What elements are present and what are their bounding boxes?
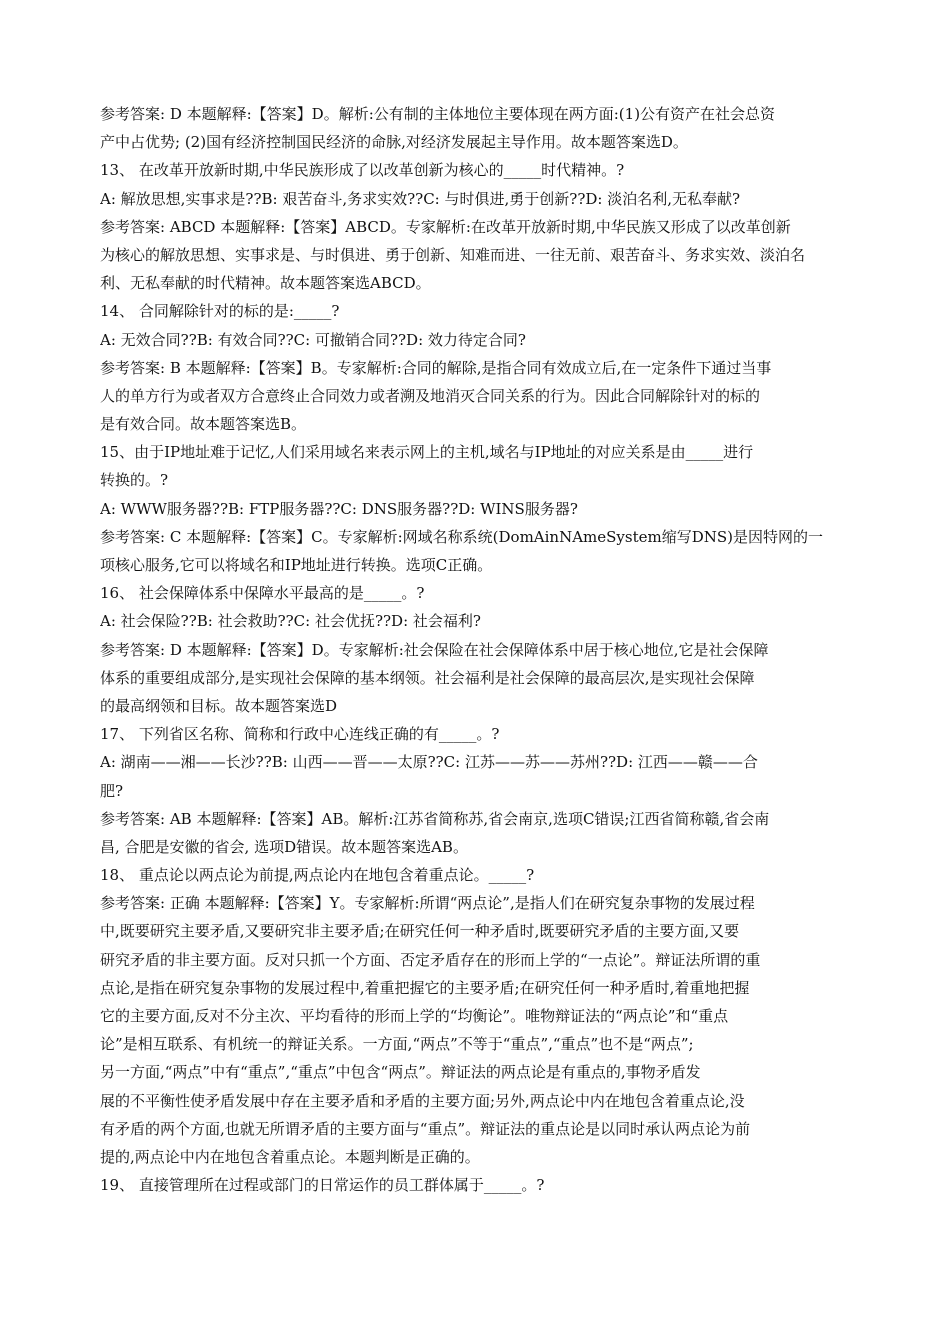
text-line: 体系的重要组成部分,是实现社会保障的基本纲领。社会福利是社会保障的最高层次,是实现社会保障	[100, 668, 755, 687]
question-19: 19、 直接管理所在过程或部门的日常运作的员工群体属于_____。?	[100, 1176, 545, 1195]
question-13: 13、 在改革开放新时期,中华民族形成了以改革创新为核心的_____时代精神。?	[100, 161, 625, 180]
question-17: 17、 下列省区名称、简称和行政中心连线正确的有_____。?	[100, 725, 500, 744]
text-line: 项核心服务,它可以将域名和IP地址进行转换。选项C正确。	[100, 556, 493, 574]
text-line: 是有效合同。故本题答案选B。	[100, 415, 307, 434]
text-line: 肥?	[100, 781, 124, 800]
text-line: 中,既要研究主要矛盾,又要研究非主要矛盾;在研究任何一种矛盾时,既要研究矛盾的主要方面,又要	[100, 922, 740, 941]
text-line: 转换的。?	[100, 471, 169, 490]
text-line: 另一方面,“两点”中有“重点”,“重点”中包含“两点”。辩证法的两点论是有重点的,事物矛盾发	[100, 1063, 701, 1082]
text-line: 产中占优势; (2)国有经济控制国民经济的命脉,对经济发展起主导作用。故本题答案选D。	[100, 133, 688, 152]
text-line: 人的单方行为或者双方合意终止合同效力或者溯及地消灭合同关系的行为。因此合同解除针对的标的	[100, 386, 761, 405]
text-line: 昌, 合肥是安徽的省会, 选项D错误。故本题答案选AB。	[100, 837, 468, 856]
options-14: A: 无效合同??B: 有效合同??C: 可撤销合同??D: 效力待定合同?	[100, 330, 526, 349]
text-line: 提的,两点论中内在地包含着重点论。本题判断是正确的。	[100, 1147, 480, 1166]
text-line: 参考答案: D 本题解释:【答案】D。解析:公有制的主体地位主要体现在两方面:(1)公有资产在社会总资	[100, 105, 776, 123]
question-18: 18、 重点论以两点论为前提,两点论内在地包含着重点论。_____?	[100, 866, 535, 885]
options-15: A: WWW服务器??B: FTP服务器??C: DNS服务器??D: WINS服务器?	[100, 499, 578, 518]
text-line: 利、无私奉献的时代精神。故本题答案选ABCD。	[100, 274, 431, 293]
text-line: 的最高纲领和目标。故本题答案选D	[100, 696, 338, 715]
text-line: 参考答案: 正确 本题解释:【答案】Y。专家解析:所谓“两点论”,是指人们在研究复杂事物的发展过程	[100, 894, 755, 913]
text-line: 参考答案: AB 本题解释:【答案】AB。解析:江苏省简称苏,省会南京,选项C错误;江西省简称赣,省会南	[100, 809, 770, 828]
options-17: A: 湖南——湘——长沙??B: 山西——晋——太原??C: 江苏——苏——苏州??D: 江西——赣——合	[100, 753, 758, 772]
text-line: 参考答案: ABCD 本题解释:【答案】ABCD。专家解析:在改革开放新时期,中华民族又形成了以改革创新	[100, 217, 791, 236]
text-line: 它的主要方面,反对不分主次、平均看待的形而上学的“均衡论”。唯物辩证法的“两点论”和“重点	[100, 1007, 729, 1025]
question-14: 14、 合同解除针对的标的是:_____?	[100, 302, 340, 321]
document-page	[100, 100, 850, 1199]
text-line: 为核心的解放思想、实事求是、与时俱进、勇于创新、知难而进、一往无前、艰苦奋斗、务求实效、淡泊名	[100, 245, 806, 264]
text-line: 论”是相互联系、有机统一的辩证关系。一方面,“两点”不等于“重点”,“重点”也不是“两点”;	[100, 1035, 694, 1054]
text-line: 有矛盾的两个方面,也就无所谓矛盾的主要方面与“重点”。辩证法的重点论是以同时承认两点论为前	[100, 1119, 751, 1138]
text-line: 点论,是指在研究复杂事物的发展过程中,着重把握它的主要矛盾;在研究任何一种矛盾时,着重地把握	[100, 978, 750, 997]
question-15: 15、由于IP地址难于记忆,人们采用域名来表示网上的主机,域名与IP地址的对应关系是由_____进行	[100, 443, 754, 462]
text-line: 参考答案: D 本题解释:【答案】D。专家解析:社会保险在社会保障体系中居于核心地位,它是社会保障	[100, 640, 769, 659]
options-13: A: 解放思想,实事求是??B: 艰苦奋斗,务求实效??C: 与时俱进,勇于创新??D: 淡泊名利,无私奉献?	[100, 189, 741, 208]
text-line: 展的不平衡性使矛盾发展中存在主要矛盾和矛盾的主要方面;另外,两点论中内在地包含着重点论,没	[100, 1091, 745, 1110]
question-16: 16、 社会保障体系中保障水平最高的是_____。?	[100, 584, 425, 603]
options-16: A: 社会保险??B: 社会救助??C: 社会优抚??D: 社会福利?	[100, 612, 481, 631]
text-line: 参考答案: B 本题解释:【答案】B。专家解析:合同的解除,是指合同有效成立后,在一定条件下通过当事	[100, 358, 772, 377]
text-line: 参考答案: C 本题解释:【答案】C。专家解析:网域名称系统(DomAinNAmeSystem缩写DNS)是因特网的一	[100, 527, 823, 546]
text-line: 研究矛盾的非主要方面。反对只抓一个方面、否定矛盾存在的形而上学的“一点论”。辩证法所谓的重	[100, 950, 761, 969]
